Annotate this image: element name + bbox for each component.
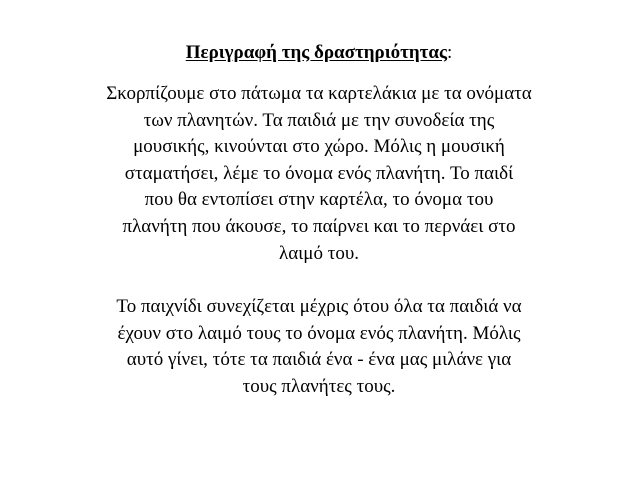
heading-title: Περιγραφή της δραστηριότητας <box>185 42 448 63</box>
description-paragraph-2 <box>0 294 638 400</box>
text-line: πλανήτη που άκουσε, το παίρνει και το περνάει στο <box>122 215 516 237</box>
slide-heading <box>0 41 638 65</box>
text-line: Το παιχνίδι συνεχίζεται μέχρις ότου όλα τα παιδιά να <box>116 296 522 317</box>
text-line: έχουν στο λαιμό τους το όνομα ενός πλανήτη. Μόλις <box>117 322 521 344</box>
heading-colon: : <box>447 42 453 63</box>
text-line: τους πλανήτες τους. <box>242 375 396 397</box>
description-paragraph-1 <box>0 81 638 267</box>
text-line: λαιμό του. <box>278 242 359 264</box>
text-line: σταματήσει, λέμε το όνομα ενός πλανήτη. Το παιδί <box>124 162 514 184</box>
text-line: που θα εντοπίσει στην καρτέλα, το όνομα του <box>144 189 494 211</box>
text-line: Σκορπίζουμε στο πάτωμα τα καρτελάκια με τα ονόματα <box>106 83 532 104</box>
text-line: αυτό γίνει, τότε τα παιδιά ένα - ένα μας μιλάνε για <box>126 349 512 371</box>
text-line: μουσικής, κινούνται στο χώρο. Μόλις η μουσική <box>133 136 505 158</box>
text-line: των πλανητών. Τα παιδιά με την συνοδεία της <box>143 109 495 131</box>
